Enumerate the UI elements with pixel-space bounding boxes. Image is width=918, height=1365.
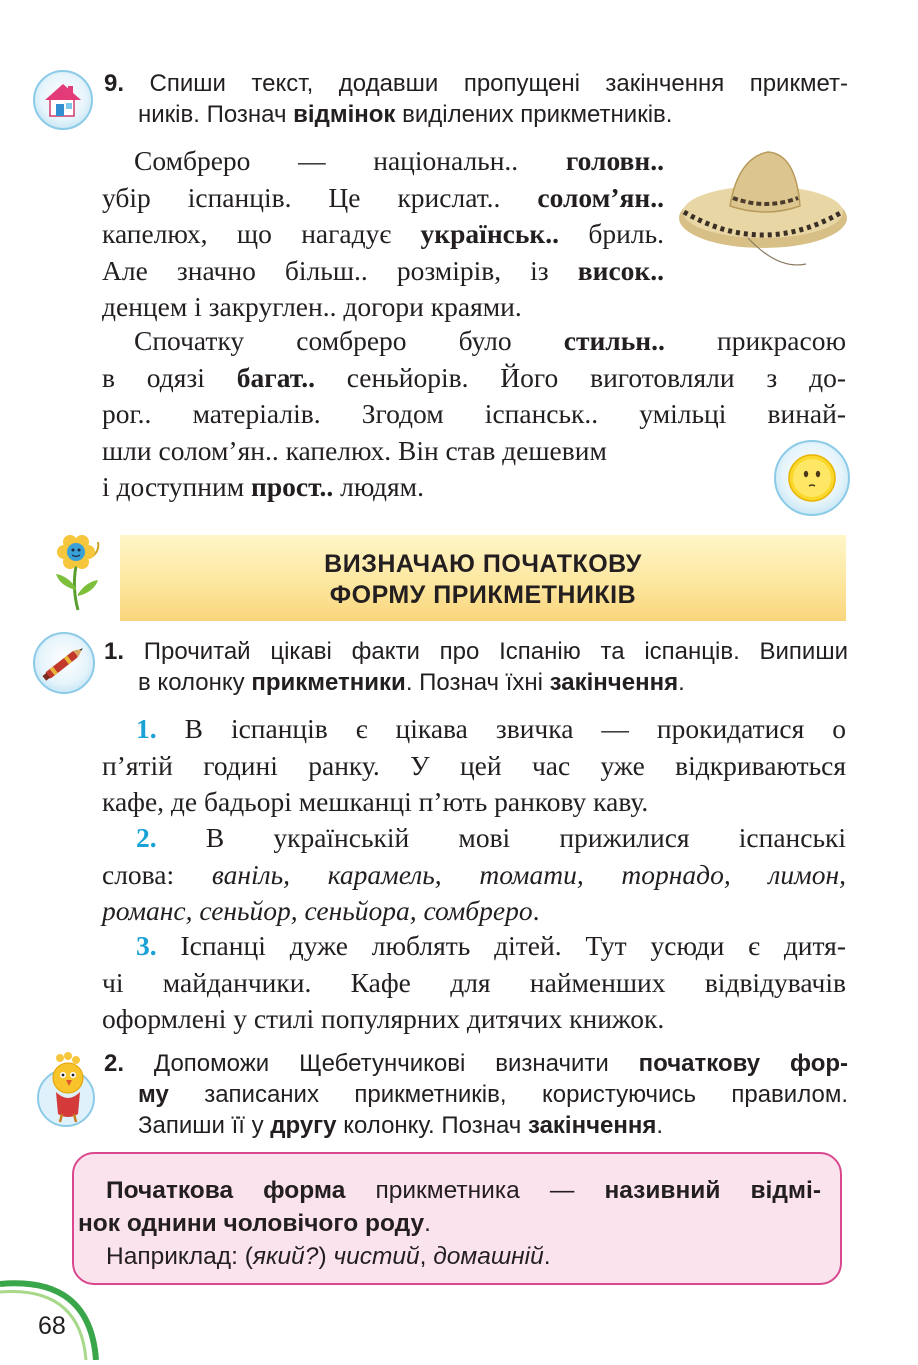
- fact-3: 3. Іспанці дуже люблять дітей. Тут усюди є дитя- чі майданчики. Кафе для найменших відвідувачів оформлені у стилі популярних дитячих книжок.: [102, 930, 846, 1034]
- fact-number: 1.: [136, 713, 157, 744]
- rule-box: [72, 1152, 842, 1285]
- task-number: 1.: [104, 638, 125, 665]
- sombrero-paragraph-1: Сомбреро — національн.. головн.. убір іспанців. Це крислат.. солом’ян.. капелюх, що нагадує українськ.. бриль. Але значно більш.. розмірів, із висок.. денцем і закруглен.. догори краями.: [102, 145, 664, 322]
- rule-text: Початкова форма прикметника — називний відмі- нок однини чоловічого роду. Наприклад: (який?) чистий, домашній.: [78, 1177, 821, 1270]
- bird-mascot-icon: [34, 1048, 98, 1132]
- smiley-icon: [774, 440, 850, 516]
- task-1: 1. Прочитай цікаві факти про Іспанію та іспанців. Випиши в колонку прикметники. Познач їхні закінчення.: [104, 638, 848, 696]
- section-title: ВИЗНАЧАЮ ПОЧАТКОВУ ФОРМУ ПРИКМЕТНИКІВ: [324, 550, 642, 609]
- fact-number: 3.: [136, 930, 157, 961]
- sombrero-paragraph-2: Спочатку сомбреро було стильн.. прикрасою в одязі багат.. сеньйорів. Його виготовляли з до- рог.. матеріалів. Згодом іспанськ.. умільці винай- шли солом’ян.. капелюх. Він став дешевим і доступним прост.. людям.: [102, 325, 846, 502]
- task-9: 9. Спиши текст, додавши пропущені закінчення прикмет- ників. Познач відмінок виділених прикметників.: [104, 70, 848, 128]
- task-2: 2. Допоможи Щебетунчикові визначити початкову фор- му записаних прикметників, користуючись правилом. Запиши її у другу колонку. Познач закінчення.: [104, 1050, 849, 1139]
- section-banner: [120, 535, 846, 621]
- task-number: 2.: [104, 1050, 125, 1077]
- sombrero-image: [678, 148, 848, 276]
- pen-icon: [33, 632, 95, 694]
- flower-icon: [48, 530, 108, 612]
- task-number: 9.: [104, 70, 125, 97]
- house-icon: [33, 70, 93, 130]
- fact-number: 2.: [136, 822, 157, 853]
- page-number: 68: [38, 1312, 66, 1340]
- fact-1: 1. В іспанців є цікава звичка — прокидатися о п’ятій годині ранку. У цей час уже відкриваються кафе, де бадьорі мешканці п’ють ранкову каву.: [102, 713, 846, 817]
- fact-2: 2. В українській мові прижилися іспанські слова: ваніль, карамель, томати, торнадо, лимон, романс, сеньйор, сеньйора, сомбреро.: [102, 822, 846, 926]
